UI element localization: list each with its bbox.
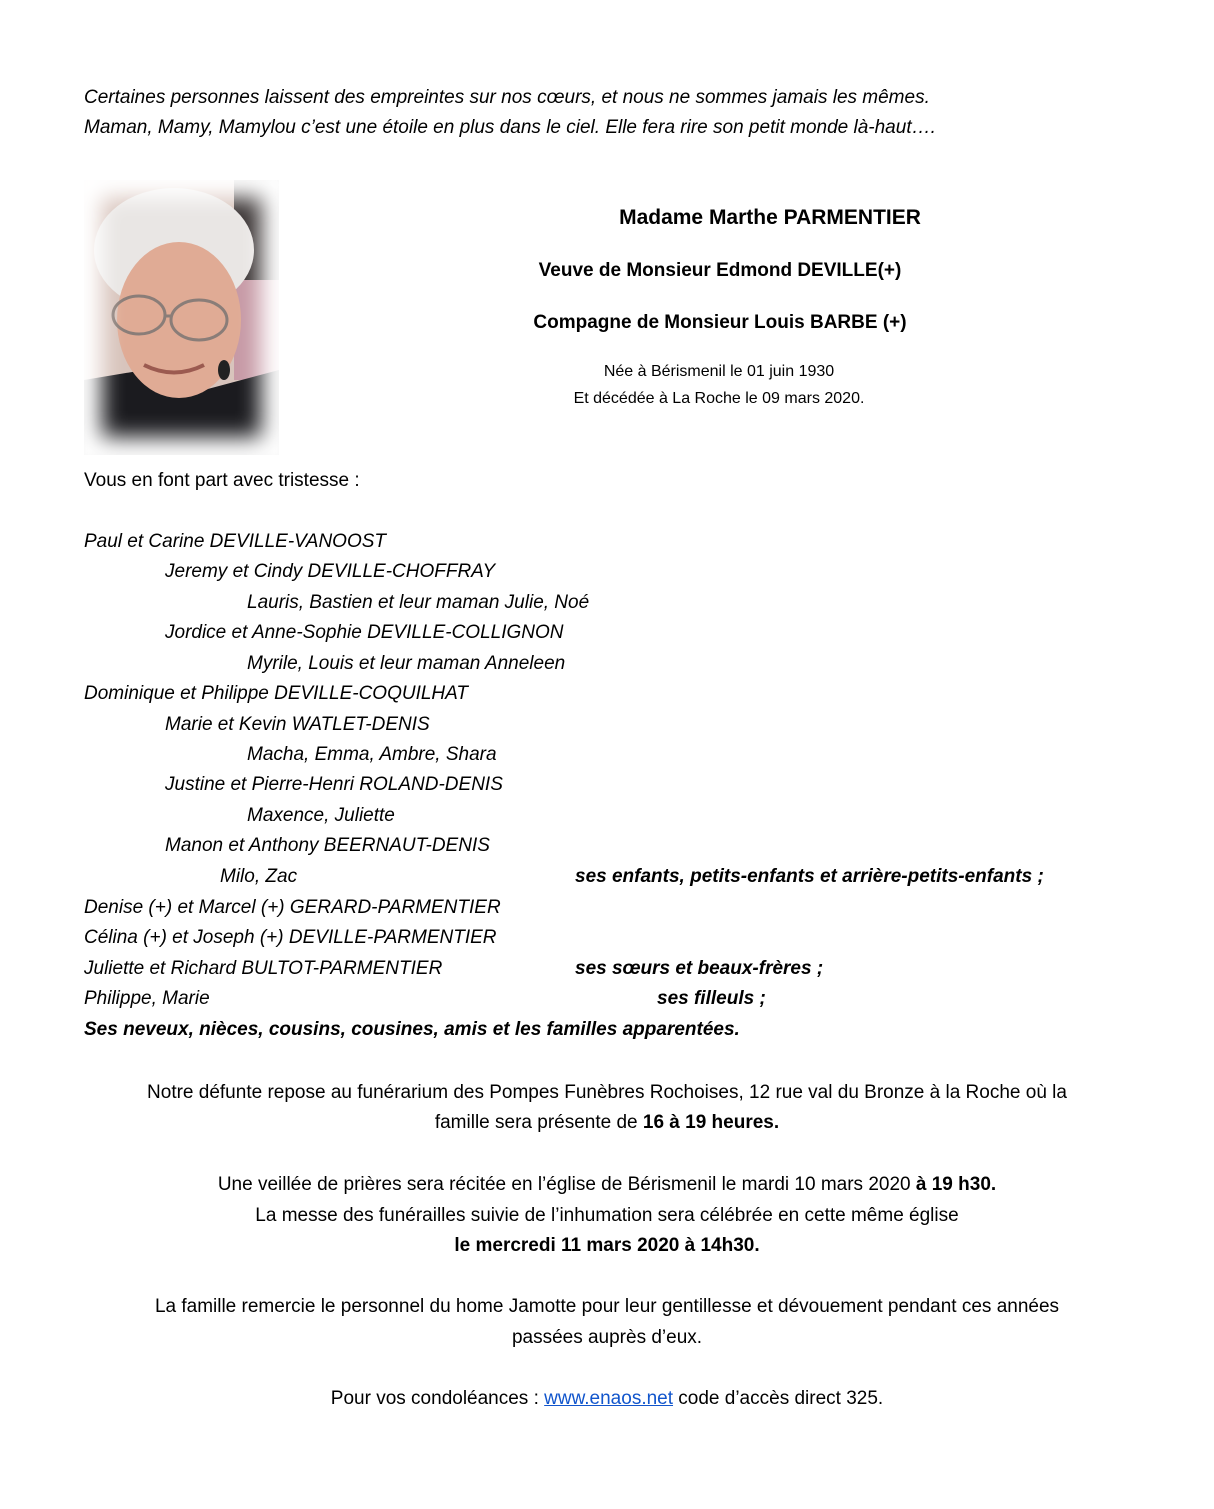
family-line: Philippe, Marie [84, 988, 210, 1009]
family-line: Dominique et Philippe DEVILLE-COQUILHAT [84, 683, 469, 704]
ceremony-line-3: le mercredi 11 mars 2020 à 14h30. [454, 1235, 760, 1256]
funerarium-line-2: famille sera présente de 16 à 19 heures. [434, 1112, 780, 1133]
ceremony-line-1: Une veillée de prières sera récitée en l’église de Bérismenil le mardi 10 mars 2020 à 19 h30. [217, 1174, 997, 1195]
family-line: Lauris, Bastien et leur maman Julie, Noé [247, 592, 590, 613]
thanks-line-2: passées auprès d’eux. [511, 1327, 703, 1348]
announcement: Vous en font part avec tristesse : [84, 470, 360, 491]
companion-of: Compagne de Monsieur Louis BARBE (+) [533, 312, 907, 333]
condolences-link[interactable]: www.enaos.net [544, 1388, 674, 1409]
relation-godchildren: ses filleuls ; [657, 988, 766, 1009]
family-line: Macha, Emma, Ambre, Shara [247, 744, 497, 765]
family-line: Paul et Carine DEVILLE-VANOOST [84, 531, 387, 552]
thanks-line-1: La famille remercie le personnel du home Jamotte pour leur gentillesse et dévouement pendant ces années [154, 1296, 1060, 1317]
ceremony-line-2: La messe des funérailles suivie de l’inhumation sera célébrée en cette même église [255, 1205, 959, 1226]
family-line: Denise (+) et Marcel (+) GERARD-PARMENTIER [84, 897, 501, 918]
family-line: Myrile, Louis et leur maman Anneleen [247, 653, 566, 674]
widow-of: Veuve de Monsieur Edmond DEVILLE(+) [538, 260, 902, 281]
funerarium-line-1: Notre défunte repose au funérarium des Pompes Funèbres Rochoises, 12 rue val du Bronze à la Roche où la [147, 1082, 1067, 1103]
relation-others: Ses neveux, nièces, cousins, cousines, amis et les familles apparentées. [84, 1019, 740, 1040]
family-line: Manon et Anthony BEERNAUT-DENIS [165, 835, 490, 856]
intro-line-2: Maman, Mamy, Mamylou c’est une étoile en plus dans le ciel. Elle fera rire son petit monde là-haut…. [84, 117, 936, 138]
portrait-photo [84, 180, 279, 455]
deceased-name: Madame Marthe PARMENTIER [619, 206, 921, 229]
family-line: Jordice et Anne-Sophie DEVILLE-COLLIGNON [165, 622, 564, 643]
intro-line-1: Certaines personnes laissent des empreintes sur nos cœurs, et nous ne sommes jamais les mêmes. [84, 87, 930, 108]
death-info: Et décédée à La Roche le 09 mars 2020. [573, 390, 865, 407]
relation-siblings: ses sœurs et beaux-frères ; [575, 958, 824, 979]
birth-info: Née à Bérismenil le 01 juin 1930 [603, 363, 835, 380]
relation-children: ses enfants, petits-enfants et arrière-petits-enfants ; [575, 866, 1044, 887]
family-line: Justine et Pierre-Henri ROLAND-DENIS [165, 774, 503, 795]
family-line: Maxence, Juliette [247, 805, 395, 826]
condolences-line: Pour vos condoléances : www.enaos.net code d’accès direct 325. [330, 1388, 884, 1409]
family-line: Célina (+) et Joseph (+) DEVILLE-PARMENTIER [84, 927, 497, 948]
family-line: Milo, Zac [220, 866, 298, 887]
family-line: Juliette et Richard BULTOT-PARMENTIER [84, 958, 443, 979]
family-line: Marie et Kevin WATLET-DENIS [165, 714, 430, 735]
family-line: Jeremy et Cindy DEVILLE-CHOFFRAY [165, 561, 496, 582]
